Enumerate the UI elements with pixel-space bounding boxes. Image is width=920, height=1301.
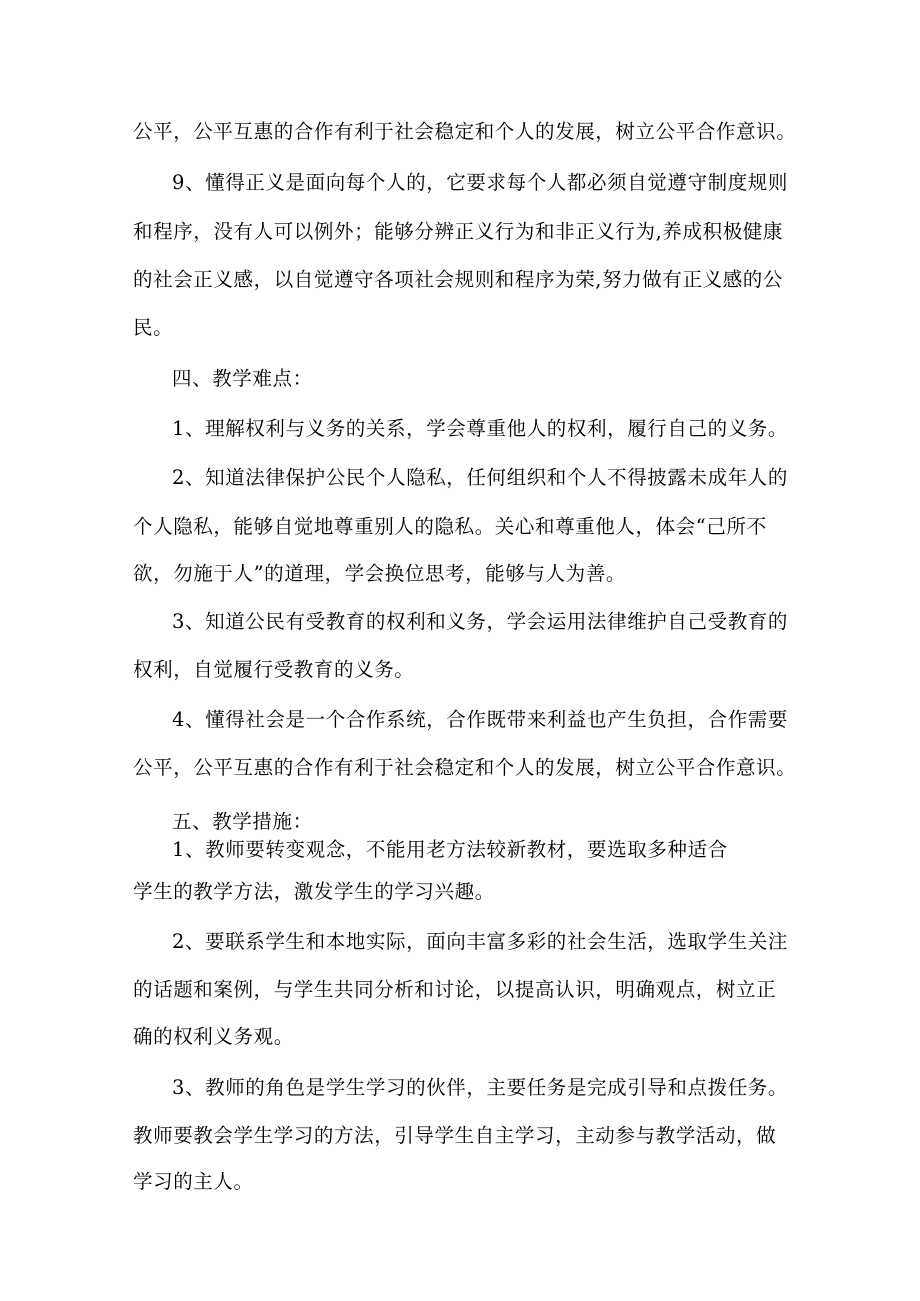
text-line: 1、教师要转变观念，不能用老方法较新教材，要选取多种适合 (172, 838, 728, 861)
text-line: 权利，自觉履行受教育的义务。 (133, 658, 415, 681)
text-line: 4、懂得社会是一个合作系统，合作既带来利益也产生负担，合作需要 (172, 708, 789, 731)
text-line: 公平，公平互惠的合作有利于社会稳定和个人的发展，树立公平合作意识。 (133, 120, 797, 143)
text-line: 个人隐私，能够自觉地尊重别人的隐私。关心和尊重他人，体会“己所不 (133, 515, 767, 538)
text-line: 教师要教会学生学习的方法，引导学生自主学习，主动参与教学活动，做 (133, 1124, 777, 1147)
text-line: 和程序，没有人可以例外；能够分辨正义行为和非正义行为,养成积极健康 (133, 220, 783, 243)
section-heading: 四、教学难点： (172, 367, 313, 390)
text-line: 的社会正义感，以自觉遵守各项社会规则和程序为荣,努力做有正义感的公 (133, 268, 783, 291)
text-line: 2、要联系学生和本地实际，面向丰富多彩的社会生活，选取学生关注 (172, 930, 789, 953)
text-line: 的话题和案例，与学生共同分析和讨论，以提高认识，明确观点，树立正 (133, 978, 777, 1001)
text-line: 3、知道公民有受教育的权利和义务，学会运用法律维护自己受教育的 (172, 610, 789, 633)
text-line: 2、知道法律保护公民个人隐私，任何组织和个人不得披露未成年人的 (172, 466, 789, 489)
text-line: 欲，勿施于人”的道理，学会换位思考，能够与人为善。 (133, 562, 626, 585)
text-line: 9、懂得正义是面向每个人的，它要求每个人都必须自觉遵守制度规则 (172, 171, 789, 194)
text-line: 学习的主人。 (133, 1170, 254, 1193)
section-heading: 五、教学措施： (172, 810, 313, 833)
text-line: 民。 (133, 316, 174, 339)
text-line: 公平，公平互惠的合作有利于社会稳定和个人的发展，树立公平合作意识。 (133, 756, 797, 779)
text-line: 3、教师的角色是学生学习的伙伴，主要任务是完成引导和点拨任务。 (172, 1076, 789, 1099)
text-line: 学生的教学方法，激发学生的学习兴趣。 (133, 880, 495, 903)
text-line: 1、理解权利与义务的关系，学会尊重他人的权利，履行自己的义务。 (172, 417, 789, 440)
text-line: 确的权利义务观。 (133, 1025, 294, 1048)
